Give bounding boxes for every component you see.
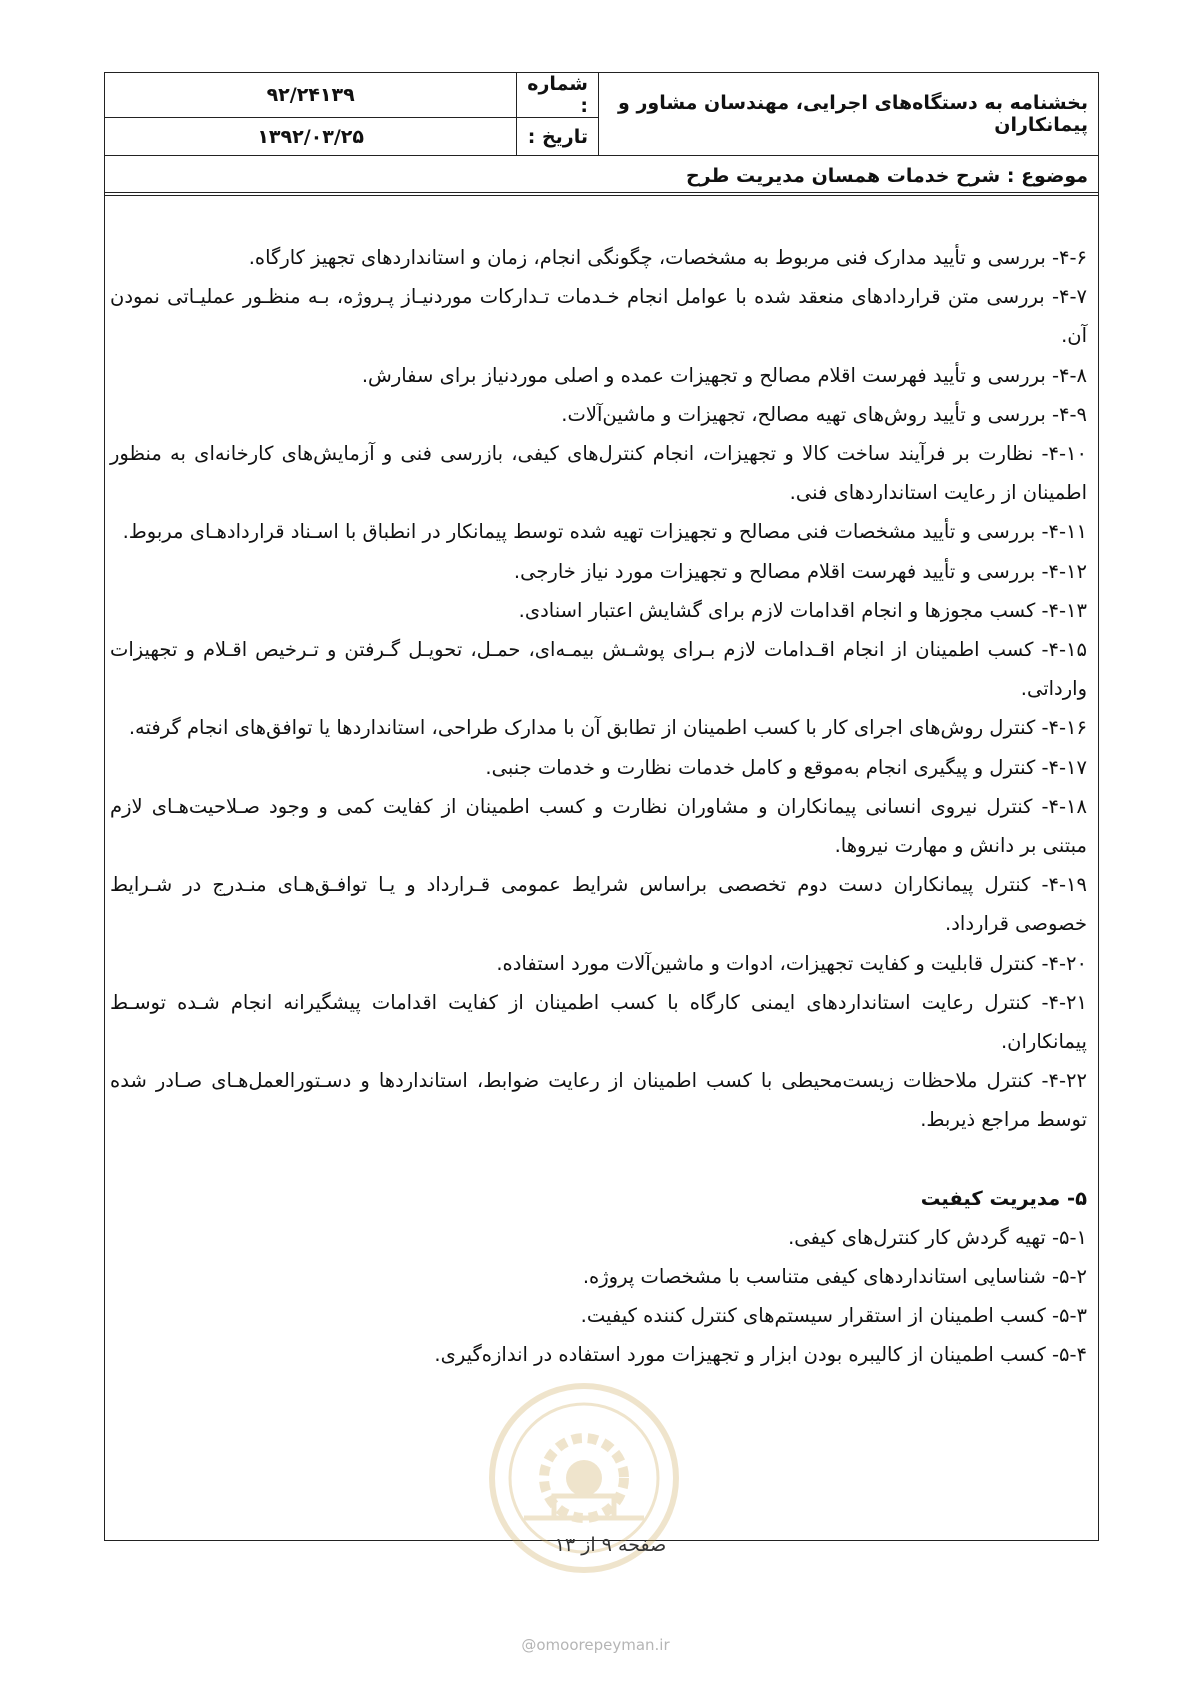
list-item: ۴-۸- بررسی و تأیید فهرست اقلام مصالح و تجهیزات عمده و اصلی موردنیاز برای سفارش. (361, 363, 1087, 387)
list-item: ۴-۱۱- بررسی و تأیید مشخصات فنی مصالح و تجهیزات تهیه شده توسط پیمانکار در انطباق با اسـناد قراردادهـای مربوط. (122, 520, 1087, 544)
number-value: ۹۲/۲۴۱۳۹ (105, 73, 517, 118)
list-item: ۴-۱۶- کنترل روش‌های اجرای کار با کسب اطمینان از تطابق آن با مدارک طراحی، استانداردها یا توافق‌های انجام گرفته. (128, 716, 1087, 740)
list-item: ۴-۱۲- بررسی و تأیید فهرست اقلام مصالح و تجهیزات مورد نیاز خارجی. (513, 559, 1087, 583)
list-item: ۴-۷- بررسی متن قراردادهای منعقد شده با عوامل انجام خـدمات تـدارکات موردنیـاز پـروژه، بـه منظـور عملیـاتی نمودن آن. (110, 285, 1087, 348)
subject-line: موضوع : شرح خدمات همسان مدیریت طرح (105, 156, 1099, 196)
website-watermark: @omoorepeyman.ir (521, 1636, 670, 1654)
list-item: ۴-۱۸- کنترل نیروی انسانی پیمانکاران و مشاوران نظارت و کسب اطمینان از کفایت کمی و وجود صـلاحیت‌هـای لازم مبتنی بر دانش و مهارت نیروها. (110, 794, 1087, 858)
circular-header-table (104, 72, 1099, 196)
list-item: ۴-۱۹- کنترل پیمانکاران دست دوم تخصصی براساس شرایط عمومی قـرارداد و یـا توافـق‌هـای منـدرج در شـرایط خصوصی قرارداد. (110, 873, 1087, 936)
circular-title: بخشنامه به دستگاه‌های اجرایی، مهندسان مشاور و پیمانکاران (599, 73, 1099, 156)
list-item: ۵-۲- شناسایی استانداردهای کیفی متناسب با مشخصات پروژه. (582, 1265, 1087, 1289)
number-label: شماره : (517, 73, 599, 118)
list-item: ۴-۲۲- کنترل ملاحظات زیست‌محیطی با کسب اطمینان از رعایت ضوابط، استانداردها و دسـتورالعمل‌هـای صـادر شده توسط مراجع ذیربط. (110, 1069, 1087, 1132)
list-item: ۴-۲۱- کنترل رعایت استانداردهای ایمنی کارگاه با کسب اطمینان از کفایت اقدامات پیشگیرانه انجام شـده توسـط پیمانکاران. (110, 990, 1087, 1054)
date-value: ۱۳۹۲/۰۳/۲۵ (105, 118, 517, 156)
list-item: ۴-۲۰- کنترل قابلیت و کفایت تجهیزات، ادوات و ماشین‌آلات مورد استفاده. (496, 951, 1087, 975)
list-item: ۴-۶- بررسی و تأیید مدارک فنی مربوط به مشخصات، چگونگی انجام، زمان و استانداردهای تجهیز کارگاه. (248, 246, 1087, 269)
list-item: ۴-۱۷- کنترل و پیگیری انجام به‌موقع و کامل خدمات نظارت و خدمات جنبی. (485, 755, 1087, 779)
page-number: صفحه ۹ از ۱۳ (554, 1534, 667, 1556)
date-label: تاریخ : (517, 118, 599, 156)
list-item: ۴-۱۳- کسب مجوزها و انجام اقدامات لازم برای گشایش اعتبار اسنادی. (518, 598, 1087, 622)
list-item: ۴-۱۵- کسب اطمینان از انجام اقـدامات لازم بـرای پوشـش بیمـه‌ای، حمـل، تحویـل گـرفتن و تـرخیص اقـلام و تجهیزات وارداتی. (110, 638, 1087, 701)
document-body (110, 238, 1087, 1375)
list-item: ۵-۱- تهیه گردش کار کنترل‌های کیفی. (788, 1225, 1087, 1249)
list-item: ۴-۹- بررسی و تأیید روش‌های تهیه مصالح، تجهیزات و ماشین‌آلات. (561, 402, 1087, 426)
page-footer (0, 1534, 1191, 1556)
section-heading: ۵- مدیریت کیفیت (920, 1186, 1087, 1210)
list-item: ۵-۴- کسب اطمینان از کالیبره بودن ابزار و تجهیزات مورد استفاده در اندازه‌گیری. (434, 1343, 1087, 1367)
list-item: ۴-۱۰- نظارت بر فرآیند ساخت کالا و تجهیزات، انجام کنترل‌های کیفی، بازرسی فنی و آزمایش‌های کارخانه‌ای به منظور اطمینان از رعایت استانداردهای فنی. (110, 442, 1087, 505)
list-item: ۵-۳- کسب اطمینان از استقرار سیستم‌های کنترل کننده کیفیت. (580, 1304, 1087, 1328)
